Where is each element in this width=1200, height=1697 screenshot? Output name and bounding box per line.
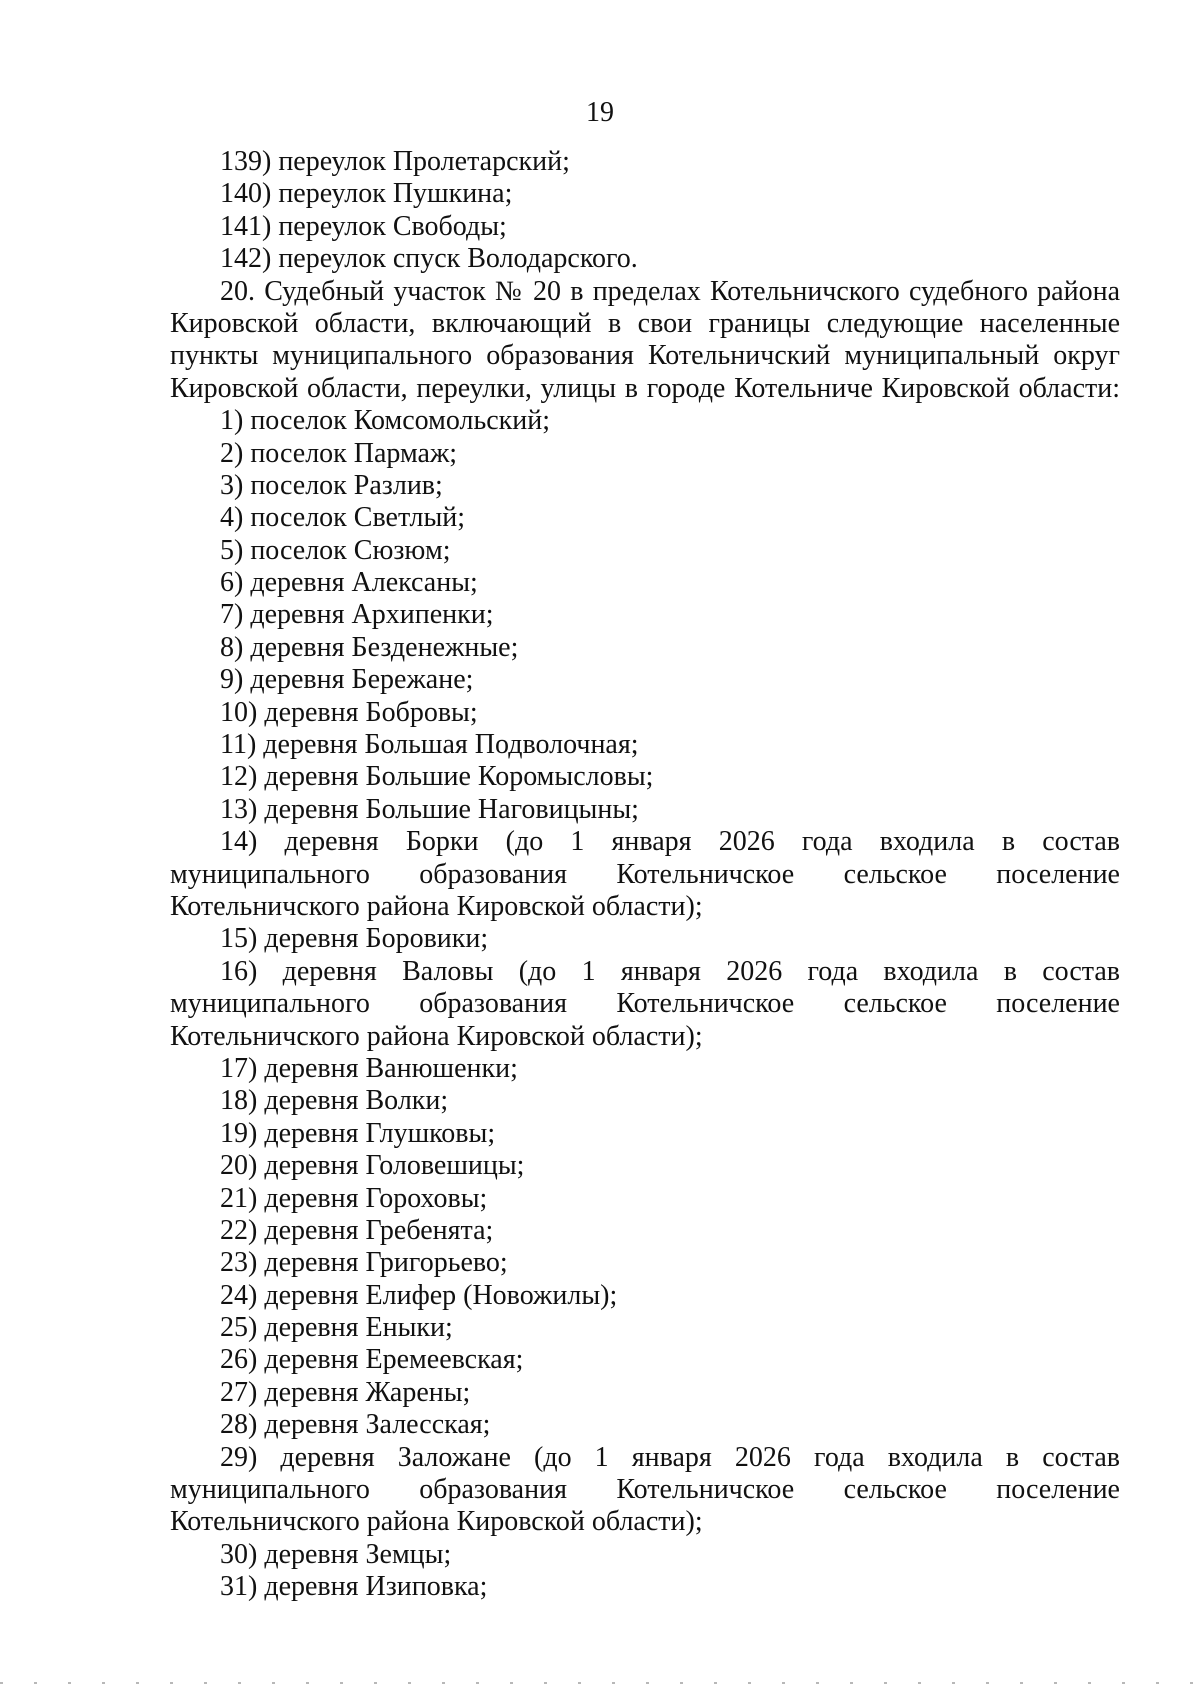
text-line: 10) деревня Бобровы; [220,696,478,728]
text-line: 5) поселок Сюзюм; [220,534,451,566]
text-line: 14) деревня Борки (до 1 января 2026 года входила в состав [220,826,1120,858]
text-line: 24) деревня Елифер (Новожилы); [220,1279,618,1311]
text-line: 29) деревня Заложане (до 1 января 2026 года входила в состав [220,1441,1120,1473]
text-line: 12) деревня Большие Коромысловы; [220,761,654,793]
scan-edge-artifact [0,1682,1200,1684]
document-body [170,146,1120,1604]
text-line: 31) деревня Изиповка; [220,1571,488,1603]
text-line: 21) деревня Гороховы; [220,1182,488,1214]
text-line: 26) деревня Еремеевская; [220,1344,524,1376]
text-line: 1) поселок Комсомольский; [220,405,551,437]
text-line: 16) деревня Валовы (до 1 января 2026 года входила в состав [220,955,1120,987]
text-line: 22) деревня Гребенята; [220,1214,494,1246]
text-line: Кировской области, включающий в свои границы следующие населенные [170,307,1120,339]
text-line: 3) поселок Разлив; [220,469,443,501]
text-line: 9) деревня Бережане; [220,664,474,696]
text-line: 6) деревня Алексаны; [220,567,478,599]
text-line: 18) деревня Волки; [220,1085,449,1117]
text-line: 15) деревня Боровики; [220,923,489,955]
text-line: Котельничского района Кировской области); [170,890,703,922]
text-line: 4) поселок Светлый; [220,502,466,534]
text-line: 28) деревня Залесская; [220,1409,491,1441]
text-line: муниципального образования Котельничское сельское поселение [170,858,1120,890]
text-line: 141) переулок Свободы; [220,210,507,242]
text-line: 17) деревня Ванюшенки; [220,1052,518,1084]
text-line: 25) деревня Еныки; [220,1312,453,1344]
text-line: 142) переулок спуск Володарского. [220,243,638,275]
page-number: 19 [586,97,614,128]
text-line: 7) деревня Архипенки; [220,599,494,631]
text-line: 19) деревня Глушковы; [220,1117,496,1149]
text-line: 27) деревня Жарены; [220,1376,471,1408]
text-line: 11) деревня Большая Подволочная; [220,729,639,761]
text-line: пункты муниципального образования Котельничский муниципальный округ [170,340,1120,372]
text-line: 20) деревня Головешицы; [220,1150,525,1182]
text-line: муниципального образования Котельничское сельское поселение [170,988,1120,1020]
text-line: муниципального образования Котельничское сельское поселение [170,1474,1120,1506]
text-line: 8) деревня Безденежные; [220,631,519,663]
text-line: 2) поселок Пармаж; [220,437,458,469]
text-line: 23) деревня Григорьево; [220,1247,508,1279]
text-line: Кировской области, переулки, улицы в городе Котельниче Кировской области: [170,372,1120,404]
text-line: 139) переулок Пролетарский; [220,146,570,177]
text-line: 13) деревня Большие Наговицыны; [220,793,639,825]
text-line: 20. Судебный участок № 20 в пределах Котельничского судебного района [220,275,1120,307]
text-line: 30) деревня Земцы; [220,1538,452,1570]
text-line: 140) переулок Пушкина; [220,178,513,210]
text-line: Котельничского района Кировской области); [170,1506,703,1538]
text-line: Котельничского района Кировской области); [170,1020,703,1052]
